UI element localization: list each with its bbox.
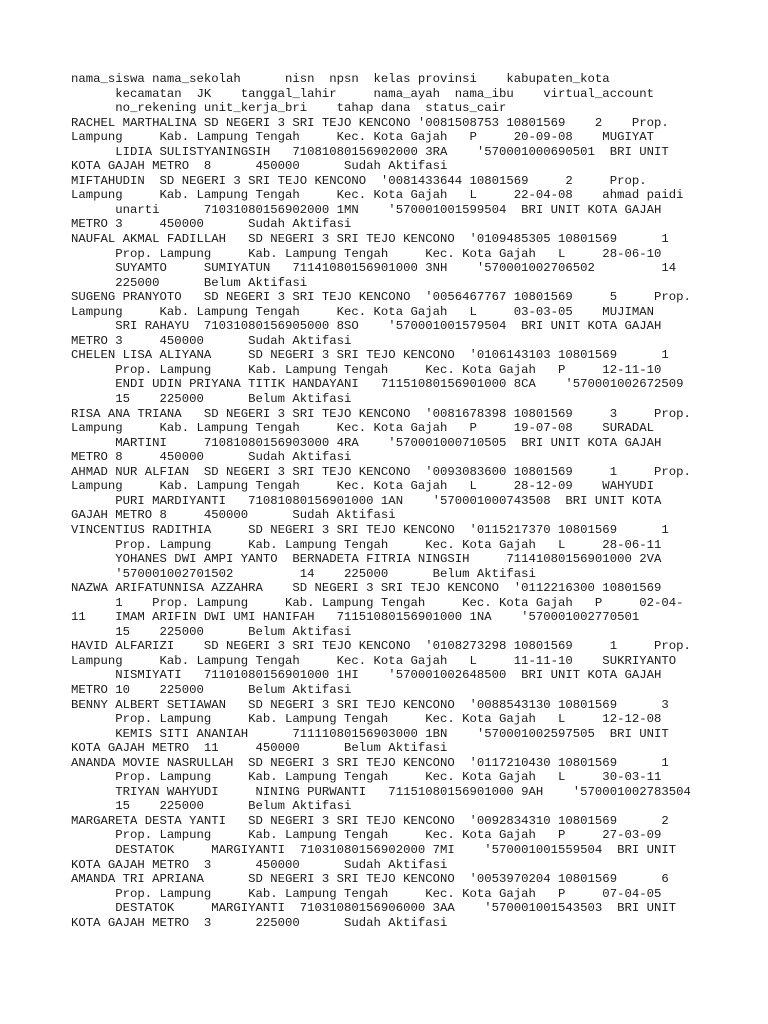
- text-line: 15 225000 Belum Aktifasi: [71, 799, 352, 814]
- text-line: kecamatan JK tanggal_lahir nama_ayah nama_ibu virtual_account: [71, 86, 654, 101]
- text-line: Lampung Kab. Lampung Tengah Kec. Kota Gajah L 11-11-10 SUKRIYANTO: [71, 653, 677, 668]
- text-line: KEMIS SITI ANANIAH 71111080156903000 1BN '570001002597505 BRI UNIT: [71, 726, 669, 741]
- text-line: METRO 10 225000 Belum Aktifasi: [71, 682, 352, 697]
- text-line: SRI RAHAYU 71031080156905000 8SO '570001001579504 BRI UNIT KOTA GAJAH: [71, 319, 662, 334]
- text-line: KOTA GAJAH METRO 11 450000 Belum Aktifasi: [71, 741, 448, 756]
- text-line: 15 225000 Belum Aktifasi: [71, 624, 352, 639]
- text-line: Lampung Kab. Lampung Tengah Kec. Kota Gajah P 19-07-08 SURADAL: [71, 421, 654, 436]
- text-line: DESTATOK MARGIYANTI 71031080156902000 7MI '570001001559504 BRI UNIT: [71, 842, 677, 857]
- document-text-body: [71, 72, 761, 930]
- text-line: 11 IMAM ARIFIN DWI UMI HANIFAH 71151080156901000 1NA '570001002770501: [71, 610, 640, 625]
- text-line: METRO 3 450000 Sudah Aktifasi: [71, 217, 352, 232]
- text-line: DESTATOK MARGIYANTI 71031080156906000 3AA '570001001543503 BRI UNIT: [71, 901, 677, 916]
- text-line: Prop. Lampung Kab. Lampung Tengah Kec. Kota Gajah P 12-11-10: [71, 362, 662, 377]
- text-line: Prop. Lampung Kab. Lampung Tengah Kec. Kota Gajah L 28-06-10: [71, 246, 662, 261]
- text-line: unarti 71031080156902000 1MN '570001001599504 BRI UNIT KOTA GAJAH: [71, 202, 662, 217]
- text-line: TRIYAN WAHYUDI NINING PURWANTI 71151080156901000 9AH '570001002783504: [71, 784, 691, 799]
- text-line: SUGENG PRANYOTO SD NEGERI 3 SRI TEJO KENCONO '0056467767 10801569 5 Prop.: [71, 290, 691, 305]
- text-line: no_rekening unit_kerja_bri tahap dana status_cair: [71, 101, 507, 116]
- text-line: MARTINI 71081080156903000 4RA '570001000710505 BRI UNIT KOTA GAJAH: [71, 435, 662, 450]
- text-line: YOHANES DWI AMPI YANTO BERNADETA FITRIA NINGSIH 71141080156901000 2VA: [71, 552, 662, 567]
- text-line: RISA ANA TRIANA SD NEGERI 3 SRI TEJO KENCONO '0081678398 10801569 3 Prop.: [71, 406, 691, 421]
- text-line: ANANDA MOVIE NASRULLAH SD NEGERI 3 SRI TEJO KENCONO '0117210430 10801569 1: [71, 755, 669, 770]
- text-line: KOTA GAJAH METRO 8 450000 Sudah Aktifasi: [71, 159, 448, 174]
- text-line: METRO 3 450000 Sudah Aktifasi: [71, 333, 352, 348]
- text-line: nama_siswa nama_sekolah nisn npsn kelas provinsi kabupaten_kota: [71, 72, 610, 86]
- text-line: GAJAH METRO 8 450000 Sudah Aktifasi: [71, 508, 396, 523]
- text-line: PURI MARDIYANTI 71081080156901000 1AN '570001000743508 BRI UNIT KOTA: [71, 493, 662, 508]
- text-line: AMANDA TRI APRIANA SD NEGERI 3 SRI TEJO KENCONO '0053970204 10801569 6: [71, 872, 669, 887]
- text-line: HAVID ALFARIZI SD NEGERI 3 SRI TEJO KENCONO '0108273298 10801569 1 Prop.: [71, 639, 691, 654]
- text-line: NISMIYATI 71101080156901000 1HI '570001002648500 BRI UNIT KOTA GAJAH: [71, 668, 662, 683]
- text-line: Lampung Kab. Lampung Tengah Kec. Kota Gajah P 20-09-08 MUGIYAT: [71, 130, 654, 145]
- text-line: ENDI UDIN PRIYANA TITIK HANDAYANI 71151080156901000 8CA '570001002672509: [71, 377, 684, 392]
- text-line: MARGARETA DESTA YANTI SD NEGERI 3 SRI TEJO KENCONO '0092834310 10801569 2: [71, 813, 669, 828]
- text-line: VINCENTIUS RADITHIA SD NEGERI 3 SRI TEJO KENCONO '0115217370 10801569 1: [71, 522, 669, 537]
- text-line: LIDIA SULISTYANINGSIH 71081080156902000 3RA '570001000690501 BRI UNIT: [71, 144, 669, 159]
- text-line: MIFTAHUDIN SD NEGERI 3 SRI TEJO KENCONO '0081433644 10801569 2 Prop.: [71, 173, 647, 188]
- text-line: NAUFAL AKMAL FADILLAH SD NEGERI 3 SRI TEJO KENCONO '0109485305 10801569 1: [71, 232, 669, 247]
- text-line: 225000 Belum Aktifasi: [71, 275, 308, 290]
- text-line: Prop. Lampung Kab. Lampung Tengah Kec. Kota Gajah P 07-04-05: [71, 886, 662, 901]
- text-line: Prop. Lampung Kab. Lampung Tengah Kec. Kota Gajah L 30-03-11: [71, 770, 662, 785]
- text-line: 1 Prop. Lampung Kab. Lampung Tengah Kec. Kota Gajah P 02-04-: [71, 595, 684, 610]
- text-line: Prop. Lampung Kab. Lampung Tengah Kec. Kota Gajah P 27-03-09: [71, 828, 662, 843]
- text-line: Prop. Lampung Kab. Lampung Tengah Kec. Kota Gajah L 28-06-11: [71, 537, 662, 552]
- text-line: BENNY ALBERT SETIAWAN SD NEGERI 3 SRI TEJO KENCONO '0088543130 10801569 3: [71, 697, 669, 712]
- text-line: SUYAMTO SUMIYATUN 71141080156901000 3NH '570001002706502 14: [71, 261, 677, 276]
- text-line: 15 225000 Belum Aktifasi: [71, 392, 352, 407]
- text-line: RACHEL MARTHALINA SD NEGERI 3 SRI TEJO KENCONO '0081508753 10801569 2 Prop.: [71, 115, 669, 130]
- text-line: Lampung Kab. Lampung Tengah Kec. Kota Gajah L 22-04-08 ahmad paidi: [71, 188, 684, 203]
- text-line: Lampung Kab. Lampung Tengah Kec. Kota Gajah L 03-03-05 MUJIMAN: [71, 304, 654, 319]
- text-line: AHMAD NUR ALFIAN SD NEGERI 3 SRI TEJO KENCONO '0093083600 10801569 1 Prop.: [71, 464, 691, 479]
- text-line: Lampung Kab. Lampung Tengah Kec. Kota Gajah L 28-12-09 WAHYUDI: [71, 479, 654, 494]
- text-line: Prop. Lampung Kab. Lampung Tengah Kec. Kota Gajah L 12-12-08: [71, 712, 662, 727]
- text-line: KOTA GAJAH METRO 3 225000 Sudah Aktifasi: [71, 915, 448, 930]
- text-line: CHELEN LISA ALIYANA SD NEGERI 3 SRI TEJO KENCONO '0106143103 10801569 1: [71, 348, 669, 363]
- text-line: METRO 8 450000 Sudah Aktifasi: [71, 450, 352, 465]
- text-line: NAZWA ARIFATUNNISA AZZAHRA SD NEGERI 3 SRI TEJO KENCONO '0112216300 10801569: [71, 581, 662, 596]
- text-line: '570001002701502 14 225000 Belum Aktifasi: [71, 566, 536, 581]
- text-line: KOTA GAJAH METRO 3 450000 Sudah Aktifasi: [71, 857, 448, 872]
